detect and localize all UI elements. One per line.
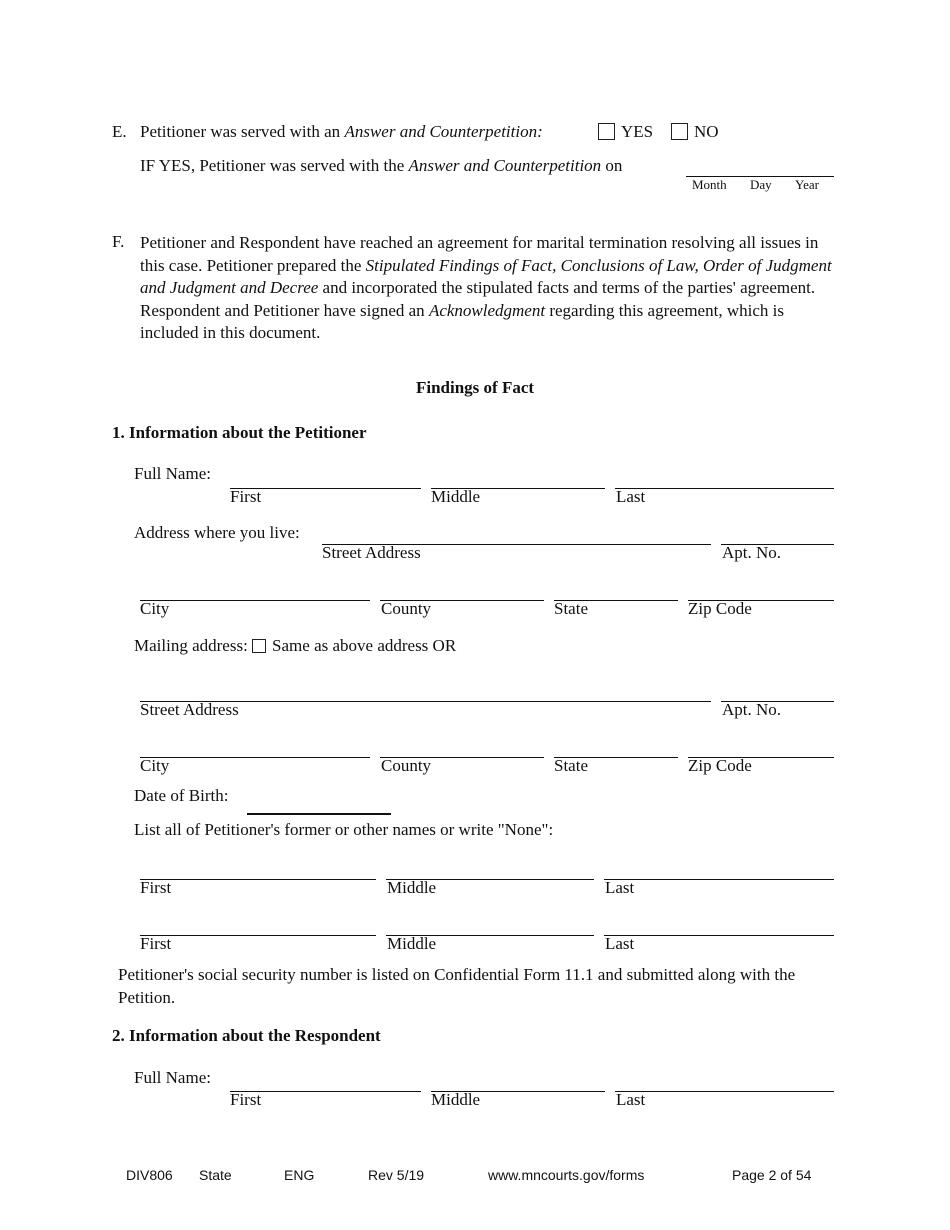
former-middle-label-2: Middle bbox=[387, 934, 437, 953]
same-as-above-label: Same as above address OR bbox=[272, 636, 457, 655]
county-label: County bbox=[381, 599, 432, 618]
former-last-field-2[interactable] bbox=[604, 935, 834, 936]
former-names-label: List all of Petitioner's former or other names or write "None": bbox=[134, 820, 554, 839]
mailing-street-label: Street Address bbox=[140, 700, 239, 719]
day-label: Day bbox=[750, 177, 772, 192]
section-e-letter: E. bbox=[112, 122, 127, 141]
first-label: First bbox=[230, 487, 262, 506]
apt-no-label: Apt. No. bbox=[722, 543, 782, 562]
former-last-field-1[interactable] bbox=[604, 879, 834, 880]
year-label: Year bbox=[795, 177, 819, 192]
mailing-state-label: State bbox=[554, 756, 588, 775]
mailing-label: Mailing address: bbox=[134, 636, 248, 655]
middle-label: Middle bbox=[431, 487, 481, 506]
section-e-followup bbox=[140, 156, 622, 176]
section-2-heading: 2. Information about the Respondent bbox=[112, 1026, 381, 1045]
no-checkbox[interactable] bbox=[671, 123, 688, 140]
followup-post: on bbox=[601, 156, 623, 175]
f-italic-2: Acknowledgment bbox=[428, 300, 546, 320]
month-label: Month bbox=[692, 177, 727, 192]
dob-field[interactable] bbox=[247, 813, 391, 815]
same-as-above-checkbox[interactable] bbox=[252, 639, 266, 653]
f-text-3: regarding this agreement, which is included in this document. bbox=[140, 300, 784, 342]
former-first-field-2[interactable] bbox=[140, 935, 376, 936]
footer-form-code: DIV806 bbox=[126, 1167, 173, 1183]
address-label: Address where you live: bbox=[134, 523, 300, 542]
former-first-field-1[interactable] bbox=[140, 879, 376, 880]
respondent-first-label: First bbox=[230, 1090, 262, 1109]
mailing-county-label: County bbox=[381, 756, 432, 775]
findings-title: Findings of Fact bbox=[415, 378, 535, 397]
former-first-label-2: First bbox=[140, 934, 172, 953]
footer-state: State bbox=[199, 1167, 232, 1183]
f-italic-1: Stipulated Findings of Fact, Conclusions of Law, Order of Judgment and Judgment and Decree bbox=[140, 255, 832, 297]
section-e-text: Petitioner was served with an bbox=[140, 122, 345, 141]
respondent-middle-label: Middle bbox=[431, 1090, 481, 1109]
f-text-2: and incorporated the stipulated facts and terms of the parties' agreement. Respondent and Petitioner have signed an bbox=[140, 278, 816, 320]
followup-text: IF YES, Petitioner was served with the bbox=[140, 156, 409, 175]
respondent-last-field[interactable] bbox=[615, 1091, 834, 1092]
yes-checkbox[interactable] bbox=[598, 123, 615, 140]
section-e-yes-option[interactable] bbox=[598, 122, 653, 142]
respondent-last-label: Last bbox=[616, 1090, 646, 1109]
section-e-question bbox=[140, 122, 543, 142]
street-address-label: Street Address bbox=[322, 543, 421, 562]
former-first-label-1: First bbox=[140, 878, 172, 897]
former-middle-label-1: Middle bbox=[387, 878, 437, 897]
mailing-zip-label: Zip Code bbox=[688, 756, 752, 775]
state-label: State bbox=[554, 599, 588, 618]
footer-revision: Rev 5/19 bbox=[368, 1167, 425, 1183]
footer-language: ENG bbox=[284, 1167, 315, 1183]
section-1-heading: 1. Information about the Petitioner bbox=[112, 423, 367, 442]
section-e-italic: Answer and Counterpetition: bbox=[344, 122, 543, 141]
city-field[interactable] bbox=[140, 600, 370, 601]
mailing-city-label: City bbox=[140, 756, 170, 775]
mailing-city-field[interactable] bbox=[140, 757, 370, 758]
yes-label: YES bbox=[621, 122, 654, 141]
section-f-letter: F. bbox=[112, 232, 125, 251]
city-label: City bbox=[140, 599, 170, 618]
dob-label: Date of Birth: bbox=[134, 786, 229, 805]
footer-url[interactable]: www.mncourts.gov/forms bbox=[488, 1167, 645, 1183]
no-label: NO bbox=[694, 122, 719, 141]
mailing-address-row bbox=[134, 636, 456, 656]
former-last-label-1: Last bbox=[605, 878, 635, 897]
f-text-1: Petitioner and Respondent have reached an agreement for marital termination resolving all issues in this case. Petitioner prepared the bbox=[140, 233, 819, 275]
section-f-paragraph bbox=[140, 232, 840, 345]
respondent-full-name-label: Full Name: bbox=[134, 1068, 211, 1087]
followup-italic: Answer and Counterpetition bbox=[408, 156, 602, 175]
former-last-label-2: Last bbox=[605, 934, 635, 953]
ssn-note: Petitioner's social security number is listed on Confidential Form 11.1 and submitted along with the Petition. bbox=[118, 965, 796, 1007]
zip-label: Zip Code bbox=[688, 599, 752, 618]
last-label: Last bbox=[616, 487, 646, 506]
footer-page-number: Page 2 of 54 bbox=[732, 1167, 812, 1183]
full-name-label: Full Name: bbox=[134, 464, 211, 483]
section-e-no-option[interactable] bbox=[671, 122, 719, 142]
last-name-field[interactable] bbox=[615, 488, 834, 489]
mailing-apt-label: Apt. No. bbox=[722, 700, 782, 719]
